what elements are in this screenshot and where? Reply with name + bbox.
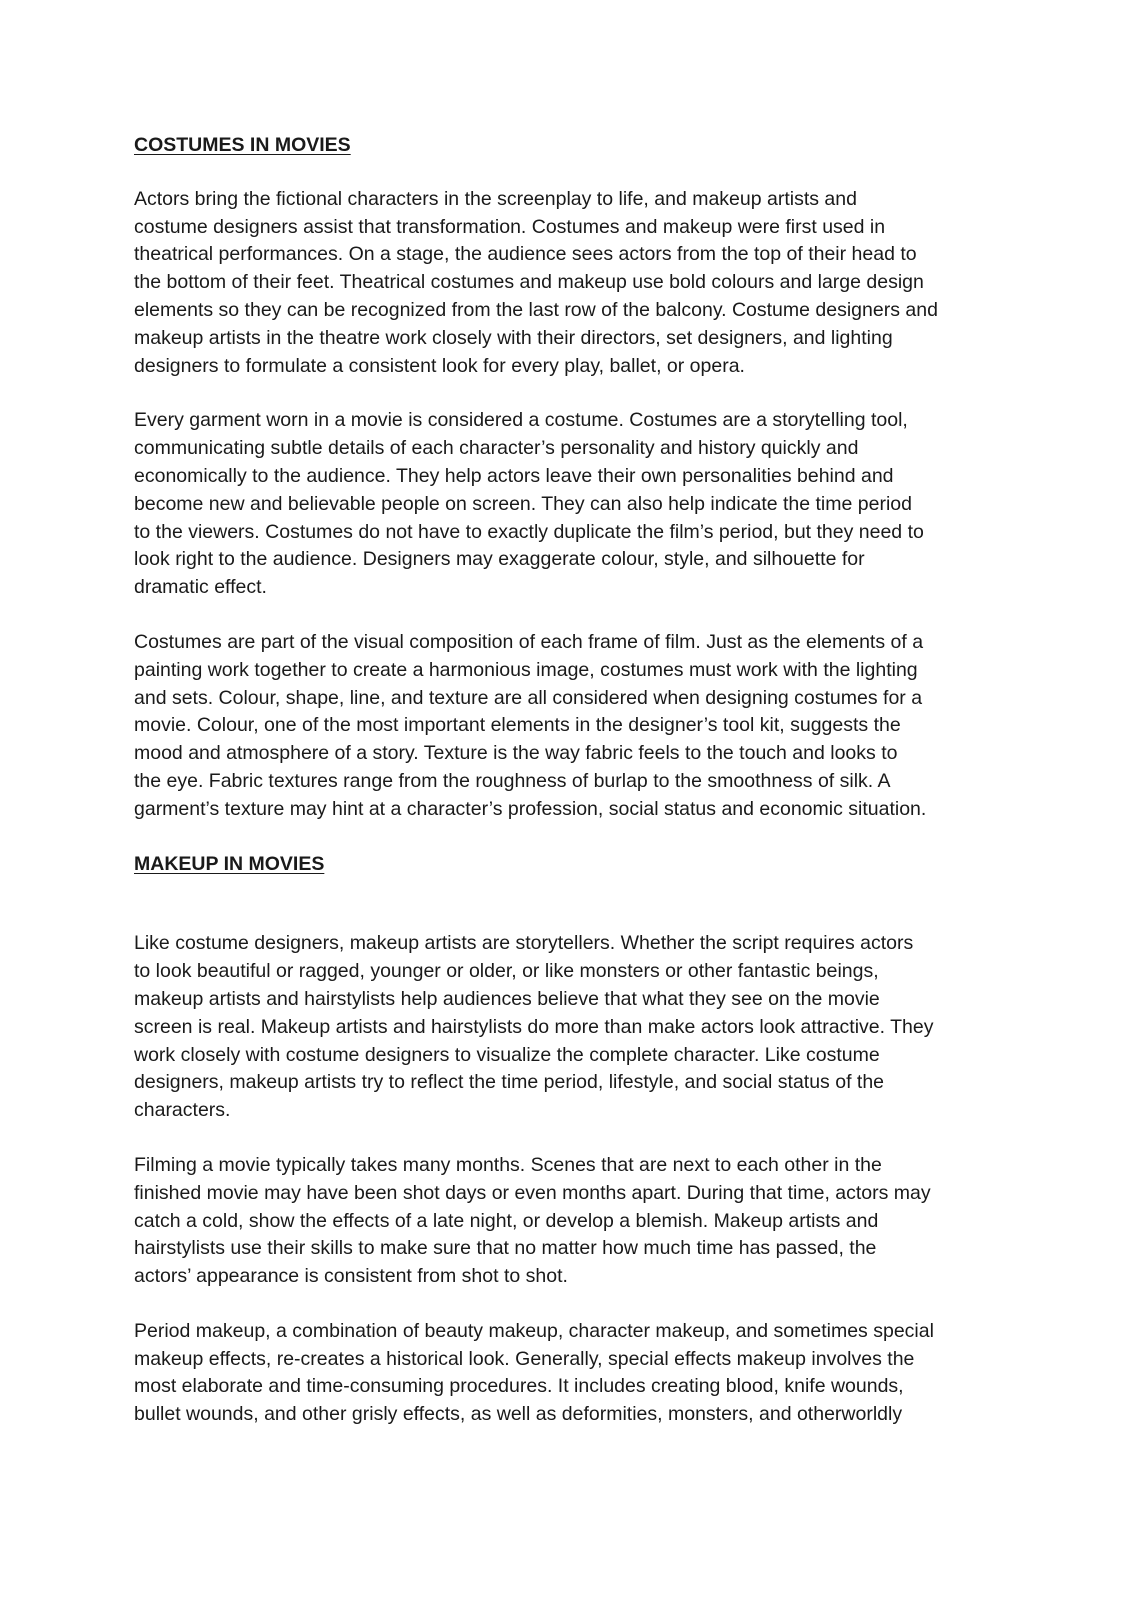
text-line: to the viewers. Costumes do not have to exactly duplicate the film’s period, but they need to (134, 520, 924, 543)
text-line: economically to the audience. They help actors leave their own personalities behind and (134, 464, 894, 487)
text-line: designers to formulate a consistent look for every play, ballet, or opera. (134, 354, 745, 377)
text-line: Every garment worn in a movie is considered a costume. Costumes are a storytelling tool, (134, 409, 908, 432)
text-line: designers, makeup artists try to reflect the time period, lifestyle, and social status of the (134, 1071, 885, 1094)
text-line: the bottom of their feet. Theatrical costumes and makeup use bold colours and large design (134, 271, 924, 294)
text-line: makeup artists in the theatre work closely with their directors, set designers, and lighting (134, 326, 893, 349)
text-line: bullet wounds, and other grisly effects, as well as deformities, monsters, and otherworldly (134, 1403, 903, 1426)
text-line: garment’s texture may hint at a character’s profession, social status and economic situation. (134, 797, 927, 820)
text-line: Costumes are part of the visual composition of each frame of film. Just as the elements of a (134, 630, 924, 653)
text-line: Like costume designers, makeup artists are storytellers. Whether the script requires actors (134, 932, 914, 955)
paragraph (134, 407, 1004, 602)
text-line: painting work together to create a harmonious image, costumes must work with the lighting (134, 658, 918, 681)
text-line: become new and believable people on screen. They can also help indicate the time period (134, 492, 912, 515)
text-line: movie. Colour, one of the most important elements in the designer’s tool kit, suggests the (134, 714, 901, 737)
text-line: to look beautiful or ragged, younger or older, or like monsters or other fantastic beings, (134, 960, 879, 983)
text-line: Period makeup, a combination of beauty makeup, character makeup, and sometimes special (134, 1319, 934, 1342)
text-line: theatrical performances. On a stage, the audience sees actors from the top of their head to (134, 243, 917, 266)
document-body (134, 132, 1004, 1456)
text-line: finished movie may have been shot days or even months apart. During that time, actors may (134, 1181, 931, 1204)
paragraph (134, 1152, 1004, 1291)
paragraph (134, 1318, 1004, 1429)
text-line: and sets. Colour, shape, line, and texture are all considered when designing costumes for a (134, 686, 923, 709)
text-line: the eye. Fabric textures range from the roughness of burlap to the smoothness of silk. A (134, 769, 891, 792)
paragraph (134, 629, 1004, 824)
text-line: elements so they can be recognized from the last row of the balcony. Costume designers and (134, 298, 938, 321)
text-line: characters. (134, 1099, 231, 1122)
text-line: makeup effects, re-creates a historical look. Generally, special effects makeup involves the (134, 1347, 915, 1370)
paragraph (134, 930, 1004, 1125)
text-line: work closely with costume designers to visualize the complete character. Like costume (134, 1043, 880, 1066)
text-line: catch a cold, show the effects of a late night, or develop a blemish. Makeup artists and (134, 1209, 879, 1232)
text-line: hairstylists use their skills to make sure that no matter how much time has passed, the (134, 1237, 877, 1260)
text-line: Actors bring the fictional characters in the screenplay to life, and makeup artists and (134, 187, 857, 210)
text-line: Filming a movie typically takes many months. Scenes that are next to each other in the (134, 1153, 882, 1176)
text-line: makeup artists and hairstylists help audiences believe that what they see on the movie (134, 987, 880, 1010)
text-line: actors’ appearance is consistent from shot to shot. (134, 1265, 568, 1288)
text-line: communicating subtle details of each character’s personality and history quickly and (134, 437, 859, 460)
section-heading-makeup: MAKEUP IN MOVIES (134, 852, 325, 875)
text-line: dramatic effect. (134, 576, 267, 599)
section-heading-costumes: COSTUMES IN MOVIES (134, 134, 351, 156)
text-line: most elaborate and time-consuming procedures. It includes creating blood, knife wounds, (134, 1375, 904, 1398)
paragraph (134, 186, 1004, 381)
text-line: look right to the audience. Designers may exaggerate colour, style, and silhouette for (134, 548, 865, 571)
text-line: costume designers assist that transformation. Costumes and makeup were first used in (134, 215, 886, 238)
text-line: screen is real. Makeup artists and hairstylists do more than make actors look attractive. They (134, 1015, 934, 1038)
text-line: mood and atmosphere of a story. Texture is the way fabric feels to the touch and looks to (134, 742, 898, 765)
